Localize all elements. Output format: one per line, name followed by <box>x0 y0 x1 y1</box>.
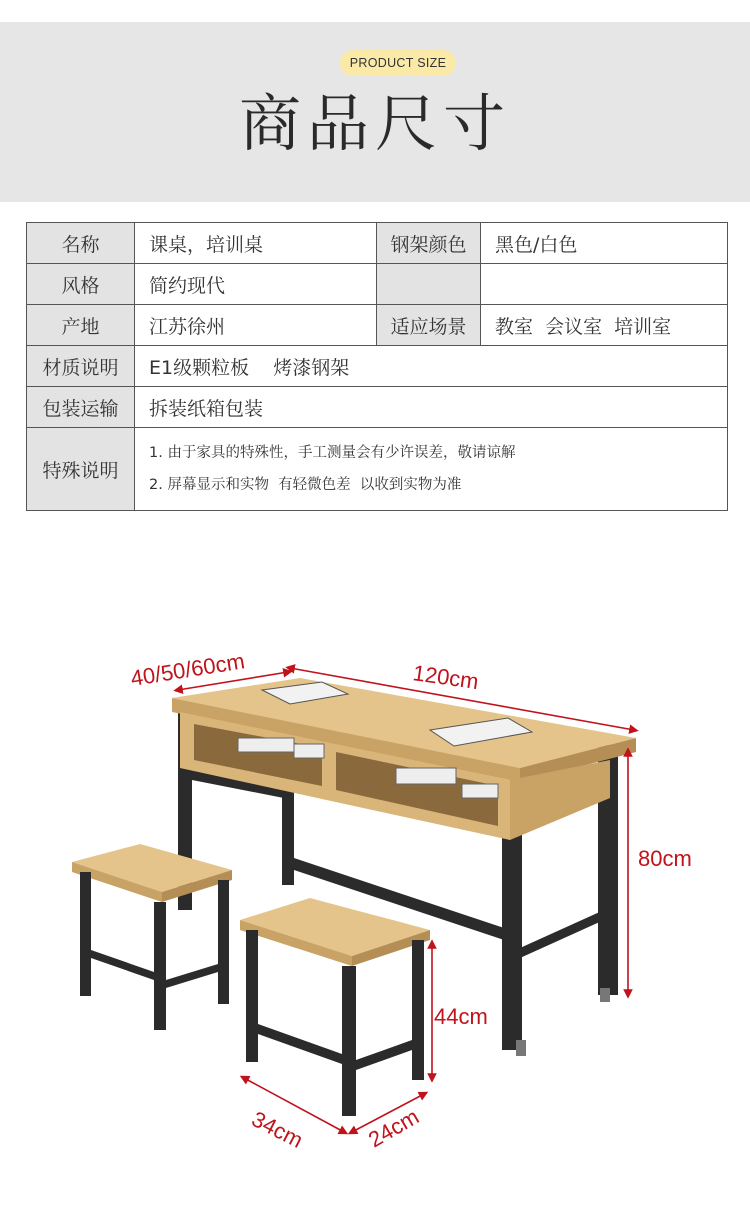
height-label: 80cm <box>638 846 692 871</box>
table-row <box>27 428 728 511</box>
spec-value: 江苏徐州 <box>135 305 377 346</box>
stool-width-label: 34cm <box>247 1106 308 1153</box>
spec-key: 材质说明 <box>27 346 135 387</box>
header-banner <box>0 22 750 202</box>
spec-notes <box>135 428 728 511</box>
spec-value: E1级颗粒板 烤漆钢架 <box>135 346 728 387</box>
spec-value-empty <box>481 264 728 305</box>
spec-key: 包装运输 <box>27 387 135 428</box>
note-line-1: 1. 由于家具的特殊性，手工测量会有少许误差，敬请谅解 <box>149 445 516 461</box>
spec-value: 简约现代 <box>135 264 377 305</box>
spec-value: 课桌，培训桌 <box>135 223 377 264</box>
stool-right <box>240 898 430 1116</box>
spec-value: 拆装纸箱包装 <box>135 387 728 428</box>
spec-table <box>26 222 728 511</box>
spec-value: 教室 会议室 培训室 <box>481 305 728 346</box>
spec-value: 黑色/白色 <box>481 223 728 264</box>
table-row <box>27 387 728 428</box>
spec-key: 钢架颜色 <box>377 223 481 264</box>
stool-depth-label: 24cm <box>364 1103 424 1153</box>
page-title: 商品尺寸 <box>238 87 511 160</box>
table-row <box>27 346 728 387</box>
spec-key: 产地 <box>27 305 135 346</box>
product-size-badge: PRODUCT SIZE <box>340 50 456 76</box>
depth-label: 40/50/60cm <box>128 648 247 691</box>
note-line-2: 2. 屏幕显示和实物 有轻微色差 以收到实物为准 <box>149 477 462 493</box>
spec-key: 风格 <box>27 264 135 305</box>
spec-key: 特殊说明 <box>27 428 135 511</box>
width-label: 120cm <box>411 660 481 695</box>
spec-key: 适应场景 <box>377 305 481 346</box>
desk-stool-illustration <box>0 620 750 1180</box>
stool-height-label: 44cm <box>434 1004 488 1029</box>
stool-left <box>72 844 232 1030</box>
spec-key: 名称 <box>27 223 135 264</box>
table-row <box>27 264 728 305</box>
table-row <box>27 223 728 264</box>
spec-key-empty <box>377 264 481 305</box>
table-row <box>27 305 728 346</box>
